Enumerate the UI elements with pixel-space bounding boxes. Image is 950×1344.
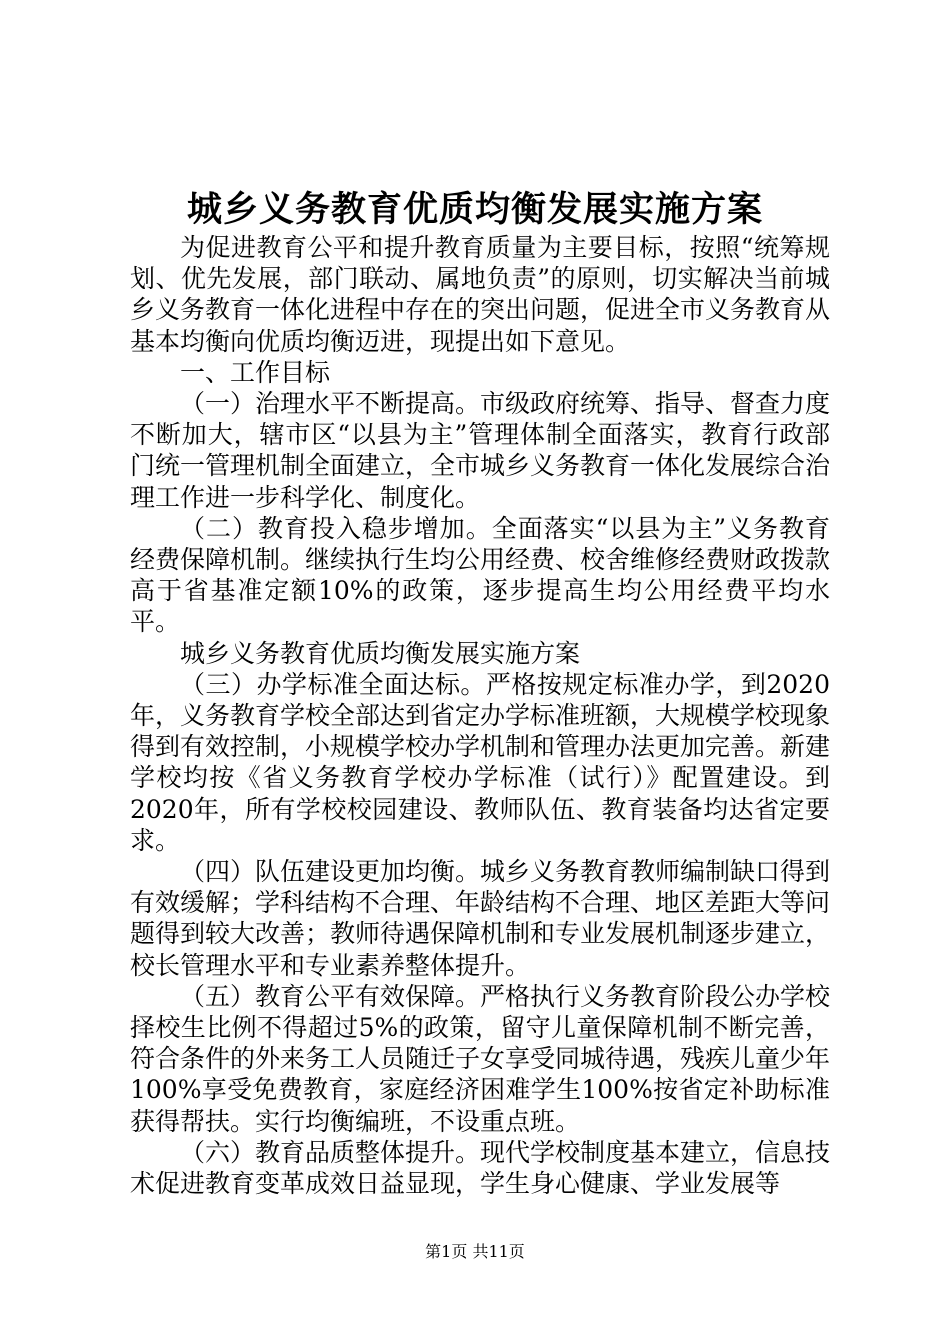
- paragraph-goal-5: （五）教育公平有效保障。严格执行义务教育阶段公办学校择校生比例不得超过5%的政策，留守儿童保障机制不断完善，符合条件的外来务工人员随迁子女享受同城待遇，残疾儿童少年100%享受免费教育，家庭经济困难学生100%按省定补助标准获得帮扶。实行均衡编班，不设重点班。: [130, 981, 831, 1136]
- paragraph-goal-1: （一）治理水平不断提高。市级政府统筹、指导、督查力度不断加大，辖市区“以县为主”管理体制全面落实，教育行政部门统一管理机制全面建立，全市城乡义务教育一体化发展综合治理工作进一步科学化、制度化。: [130, 389, 831, 512]
- document-title: 城乡义务教育优质均衡发展实施方案: [186, 189, 763, 230]
- document-body: [130, 232, 830, 1199]
- section-heading-goals: 一、工作目标: [180, 357, 331, 387]
- paragraph-goal-6: （六）教育品质整体提升。现代学校制度基本建立，信息技术促进教育变革成效日益显现，学生身心健康、学业发展等: [130, 1137, 831, 1199]
- page-number-footer: 第1页 共11页: [425, 1242, 525, 1261]
- paragraph-goal-2: （二）教育投入稳步增加。全面落实“以县为主”义务教育经费保障机制。继续执行生均公用经费、校舍维修经费财政拨款高于省基准定额10%的政策，逐步提高生均公用经费平均水平。: [130, 513, 831, 637]
- repeated-title-line: 城乡义务教育优质均衡发展实施方案: [180, 638, 581, 668]
- paragraph-intro: 为促进教育公平和提升教育质量为主要目标，按照“统筹规划、优先发展，部门联动、属地负责”的原则，切实解决当前城乡义务教育一体化进程中存在的突出问题，促进全市义务教育从基本均衡向优质均衡迈进，现提出如下意见。: [130, 233, 831, 356]
- paragraph-goal-3: （三）办学标准全面达标。严格按规定标准办学，到2020年，义务教育学校全部达到省定办学标准班额，大规模学校现象得到有效控制，小规模学校办学机制和管理办法更加完善。新建学校均按《省义务教育学校办学标准（试行）》配置建设。到2020年，所有学校校园建设、教师队伍、教育装备均达省定要求。: [130, 669, 831, 855]
- paragraph-goal-4: （四）队伍建设更加均衡。城乡义务教育教师编制缺口得到有效缓解；学科结构不合理、年龄结构不合理、地区差距大等问题得到较大改善；教师待遇保障机制和专业发展机制逐步建立，校长管理水平和专业素养整体提升。: [130, 857, 831, 980]
